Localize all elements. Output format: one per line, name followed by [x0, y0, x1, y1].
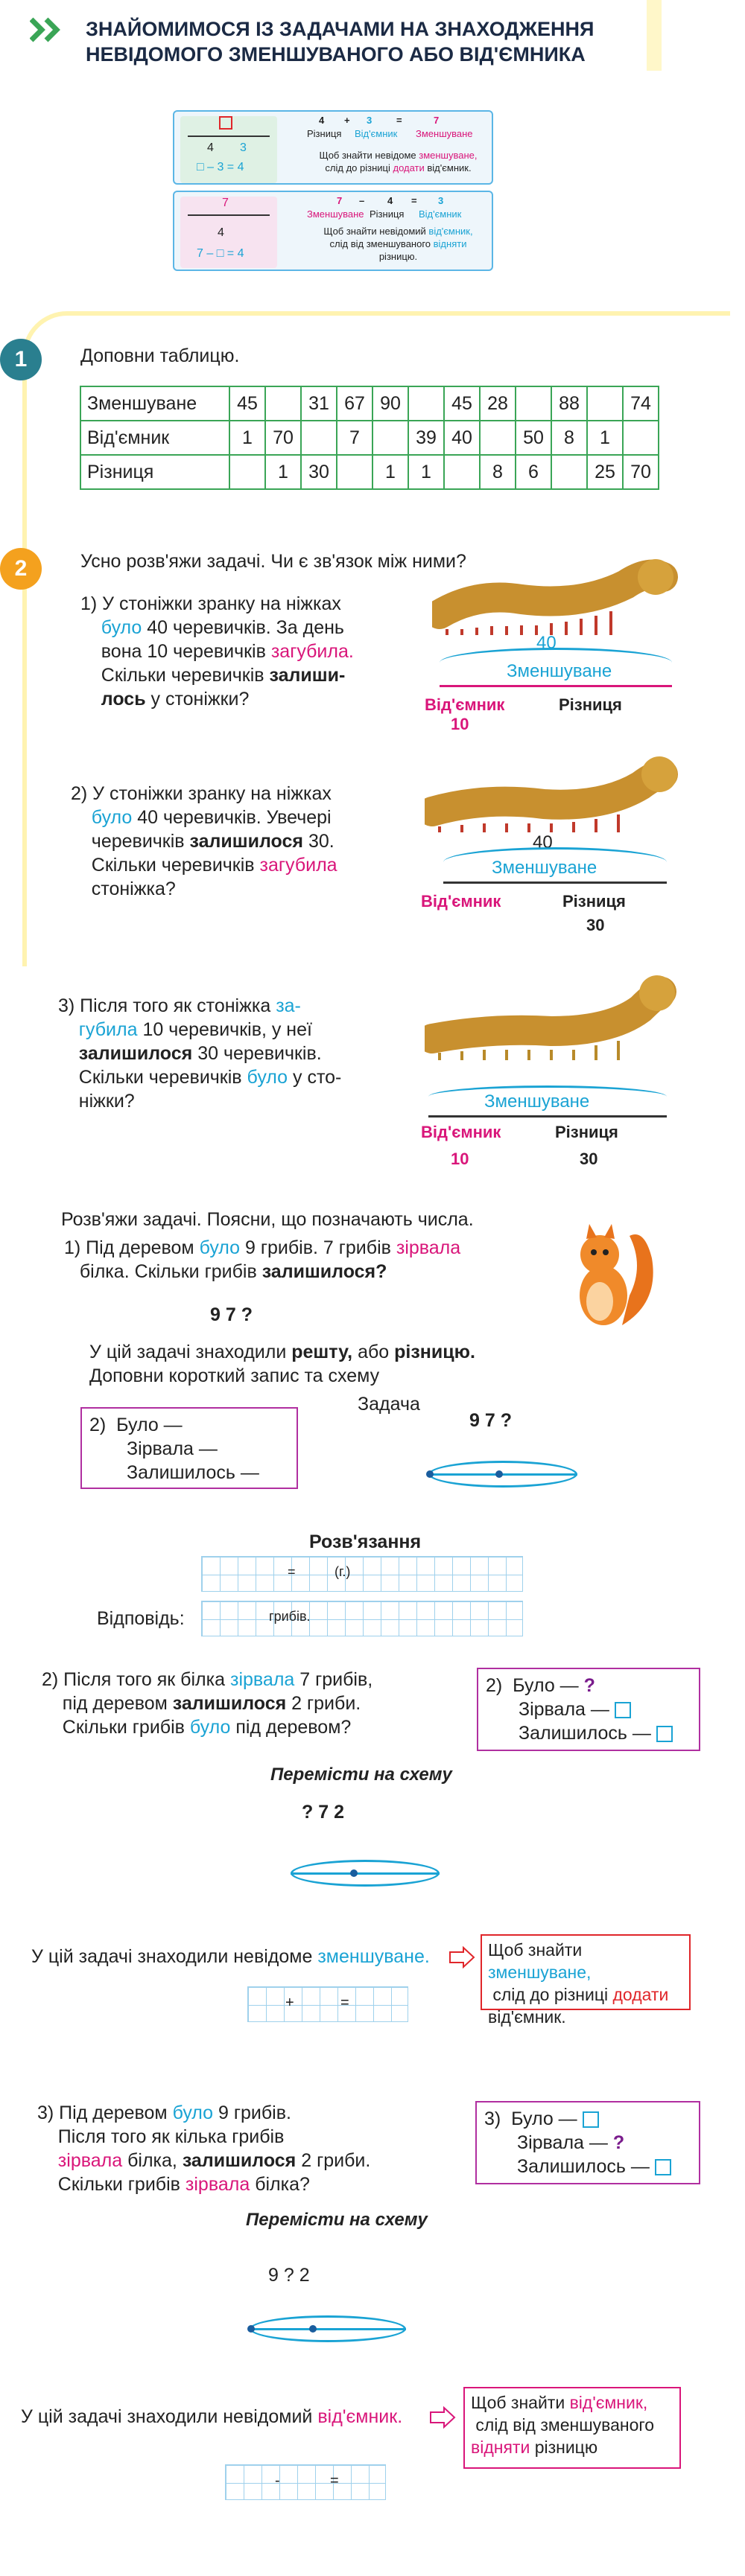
- task3-p1-numbers-2: 9 7 ?: [469, 1410, 512, 1431]
- squirrel-illustration: [562, 1214, 659, 1336]
- page-title: [86, 16, 594, 67]
- table-cell[interactable]: 1: [408, 455, 444, 489]
- table-cell[interactable]: 31: [301, 386, 337, 421]
- rule1-scheme-top: 4: [207, 141, 214, 154]
- scheme2-right-value: 30: [586, 916, 605, 934]
- scheme1-top-value: 40: [536, 633, 557, 653]
- task3-p3-rule-box: Щоб знайти від'ємник, слід від зменшуваного відняти різницю: [463, 2387, 681, 2469]
- scheme-line: [250, 2328, 406, 2330]
- task3-p1-numbers: 9 7 ?: [210, 1304, 253, 1325]
- task3-p1-short-record: 2) Було — Зірвала — Залишилось —: [80, 1407, 298, 1489]
- scheme-line: [291, 1872, 440, 1875]
- scheme3-right-value: 30: [580, 1150, 598, 1168]
- rule1-text: Щоб знайти невідоме зменшуване, слід до різниці додати від'ємник.: [319, 150, 478, 173]
- rule2-scheme-top: 7: [222, 197, 229, 209]
- task3-p2-move-label: Перемісти на схему: [270, 1764, 452, 1785]
- scheme2-segment: [443, 881, 667, 884]
- task3-p3-move-label: Перемісти на схему: [246, 2210, 428, 2230]
- row-label: Різниця: [80, 455, 229, 489]
- table-cell[interactable]: [265, 386, 301, 421]
- table-cell[interactable]: [623, 421, 659, 455]
- task3-p1-scheme: [428, 1461, 577, 1491]
- grid-eq-sign: =: [330, 2473, 339, 2489]
- task3-solution-label: Розв'язання: [309, 1531, 422, 1552]
- scheme3-right-label: Різниця: [555, 1123, 618, 1141]
- rule2-scheme: [180, 197, 277, 268]
- centipede-illustration-3: [425, 968, 678, 1068]
- scheme-dot: [247, 2325, 255, 2333]
- table-cell[interactable]: 8: [551, 421, 587, 455]
- task2-problem1: 1) У стоніжки зранку на ніжках було 40 черевичків. За день вона 10 черевичків загубила. Скільки черевичків залиши- лось у стоніжки?: [80, 593, 354, 710]
- table-cell[interactable]: 45: [444, 386, 480, 421]
- table-cell[interactable]: [229, 455, 265, 489]
- task3-zadacha-label: Задача: [358, 1394, 420, 1415]
- task2-scheme-3: [421, 1085, 682, 1175]
- rule2-line: [188, 214, 270, 216]
- solution-eq-sign: =: [288, 1564, 296, 1579]
- table-row-minuend: [80, 386, 659, 421]
- empty-box-icon[interactable]: [583, 2111, 599, 2128]
- page-title-line2: НЕВІДОМОГО ЗМЕНШУВАНОГО АБО ВІД'ЄМНИКА: [86, 43, 586, 66]
- table-cell[interactable]: [408, 386, 444, 421]
- table-cell[interactable]: 1: [372, 455, 408, 489]
- scheme-line: [428, 1473, 577, 1476]
- table-cell[interactable]: 50: [516, 421, 551, 455]
- table-cell[interactable]: 1: [265, 455, 301, 489]
- task3-problem2: 2) Після того як білка зірвала 7 грибів, під деревом залишилося 2 гриби. Скільки грибів було під деревом?: [42, 1669, 373, 1738]
- task2-number-badge: 2: [0, 548, 42, 590]
- scheme-dot: [350, 1869, 358, 1877]
- solution-grid[interactable]: [201, 1556, 523, 1592]
- scheme3-left-value: 10: [451, 1150, 469, 1168]
- task3-p2-rule-box: Щоб знайти зменшуване, слід до різниці додати від'ємник.: [481, 1934, 691, 2010]
- task3-problem1: 1) Під деревом було 9 грибів. 7 грибів зірвала білка. Скільки грибів залишилося?: [64, 1237, 461, 1282]
- rule2-text: Щоб знайти невідомий від'ємник, слід від зменшуваного відняти різницю.: [323, 226, 473, 262]
- scheme1-mid-label: Зменшуване: [507, 661, 612, 681]
- task2-problem2: 2) У стоніжки зранку на ніжках було 40 черевичків. Увечері черевичків залишилося 30. Скільки черевичків загубила стоніжка?: [71, 783, 337, 899]
- table-cell[interactable]: 39: [408, 421, 444, 455]
- empty-box-icon[interactable]: [615, 1702, 631, 1718]
- table-cell[interactable]: [587, 386, 623, 421]
- solution-unit: (г.): [335, 1564, 351, 1579]
- scheme1-left-label: Від'ємник: [425, 695, 505, 714]
- table-cell[interactable]: [551, 455, 587, 489]
- task2-scheme-2: [421, 832, 682, 937]
- scheme-dot: [426, 1470, 434, 1478]
- scheme3-segment: [428, 1115, 667, 1118]
- rule1-formula: □ – 3 = 4: [197, 161, 244, 173]
- header-side-stripe: [647, 0, 662, 71]
- task1-prompt: Доповни таблицю.: [80, 345, 240, 366]
- rule-box-1: 4 3 □ – 3 = 4 4 + 3 = 7 Різниця Від'ємник Зменшуване Щоб знайти невідоме зменшуване, слід до різниці додати від'ємник.: [173, 110, 493, 185]
- table-row-subtrahend: [80, 421, 659, 455]
- grid-minus-sign: -: [275, 2473, 280, 2489]
- table-cell[interactable]: 70: [265, 421, 301, 455]
- table-cell[interactable]: [480, 421, 516, 455]
- rule-box-2: 7 4 7 – □ = 4 7 – 4 = 3 Зменшуване Різниця Від'ємник Щоб знайти невідомий від'ємник, слід від зменшуваного відняти різницю.: [173, 191, 493, 271]
- table-row-difference: [80, 455, 659, 489]
- unknown-box-icon: [219, 116, 232, 130]
- scheme-dot: [495, 1470, 503, 1478]
- scheme1-segment: [440, 685, 672, 687]
- task3-p2-scheme: [291, 1860, 440, 1890]
- scheme1-left-value: 10: [451, 715, 469, 733]
- task3-answer-label: Відповідь:: [97, 1608, 185, 1629]
- table-cell[interactable]: 25: [587, 455, 623, 489]
- table-cell[interactable]: 74: [623, 386, 659, 421]
- table-cell[interactable]: 7: [337, 421, 372, 455]
- task2-prompt: Усно розв'яжи задачі. Чи є зв'язок між ними?: [80, 551, 466, 572]
- page-title-line1: ЗНАЙОМИМОСЯ ІЗ ЗАДАЧАМИ НА ЗНАХОДЖЕННЯ: [86, 18, 595, 40]
- scheme2-mid-label: Зменшуване: [492, 858, 597, 878]
- task3-p2-short-record: 2) Було — ? Зірвала — Залишилось —: [477, 1668, 700, 1751]
- task1-number-badge: 1: [0, 339, 42, 380]
- scheme2-left-label: Від'ємник: [421, 892, 501, 911]
- table-cell[interactable]: [337, 455, 372, 489]
- table-cell[interactable]: 40: [444, 421, 480, 455]
- centipede-illustration-1: [432, 555, 678, 640]
- table-cell[interactable]: 70: [623, 455, 659, 489]
- grid-plus-sign: +: [285, 1995, 294, 2011]
- arrow-right-icon: [429, 2406, 456, 2432]
- table-cell[interactable]: 6: [516, 455, 551, 489]
- scheme1-right-label: Різниця: [559, 695, 622, 714]
- scheme2-top-value: 40: [533, 832, 553, 852]
- task3-p3-equation-grid[interactable]: [225, 2464, 386, 2500]
- table-cell[interactable]: 8: [480, 455, 516, 489]
- table-cell[interactable]: [444, 455, 480, 489]
- task3-problem3: 3) Під деревом було 9 грибів. Після того як кілька грибів зірвала білка, залишилося 2 гриби. Скільки грибів зірвала білка?: [37, 2102, 371, 2195]
- rule1-scheme: [180, 116, 277, 183]
- arrow-right-icon: [448, 1946, 475, 1972]
- row-label: Від'ємник: [80, 421, 229, 455]
- table-cell[interactable]: [372, 421, 408, 455]
- task3-p3-numbers[interactable]: 9 ? 2: [268, 2265, 310, 2286]
- answer-unit: грибів.: [269, 1609, 311, 1624]
- table-cell[interactable]: 67: [337, 386, 372, 421]
- grid-eq-sign: =: [340, 1995, 349, 2011]
- rule2-scheme-mid: 4: [218, 226, 224, 239]
- rule1-scheme-mid: 3: [240, 141, 247, 154]
- scheme-dot: [309, 2325, 317, 2333]
- task3-p1-note: У цій задачі знаходили решту, або різницю. Доповни короткий запис та схему: [89, 1342, 475, 1386]
- task3-p2-numbers[interactable]: ? 7 2: [302, 1802, 344, 1823]
- scheme2-right-label: Різниця: [562, 892, 626, 911]
- scheme3-mid-label: Зменшуване: [484, 1091, 590, 1112]
- table-cell[interactable]: 1: [229, 421, 265, 455]
- table-cell[interactable]: [516, 386, 551, 421]
- rule2-formula: 7 – □ = 4: [197, 247, 244, 260]
- rule1-line: [188, 136, 270, 137]
- answer-grid[interactable]: [201, 1601, 523, 1636]
- task3-p3-found-text: У цій задачі знаходили невідомий від'ємник.: [21, 2406, 403, 2427]
- task3-prompt: Розв'яжи задачі. Поясни, що позначають числа.: [61, 1209, 474, 1230]
- table-cell[interactable]: 88: [551, 386, 587, 421]
- header-chevron-icon: [30, 16, 67, 47]
- task1-table: [80, 386, 659, 490]
- task3-p3-short-record: 3) Було — Зірвала — ? Залишилось —: [475, 2101, 700, 2184]
- scheme3-left-label: Від'ємник: [421, 1123, 501, 1141]
- task3-p2-found-text: У цій задачі знаходили невідоме зменшуване.: [31, 1946, 430, 1967]
- table-cell[interactable]: 45: [229, 386, 265, 421]
- table-cell[interactable]: 30: [301, 455, 337, 489]
- task2-scheme-1: [425, 633, 678, 733]
- centipede-illustration-2: [425, 752, 678, 838]
- table-cell[interactable]: 1: [587, 421, 623, 455]
- table-cell[interactable]: 28: [480, 386, 516, 421]
- task3-p3-scheme: [250, 2315, 406, 2345]
- task3-p2-equation-grid[interactable]: [247, 1986, 408, 2022]
- task2-problem3: 3) Після того як стоніжка за- губила 10 черевичків, у неї залишилося 30 черевичків. Скільки черевичків було у сто- ніжки?: [58, 995, 342, 1112]
- table-cell[interactable]: [301, 421, 337, 455]
- empty-box-icon[interactable]: [655, 2159, 671, 2175]
- empty-box-icon[interactable]: [656, 1726, 673, 1742]
- table-cell[interactable]: 90: [372, 386, 408, 421]
- row-label: Зменшуване: [80, 386, 229, 421]
